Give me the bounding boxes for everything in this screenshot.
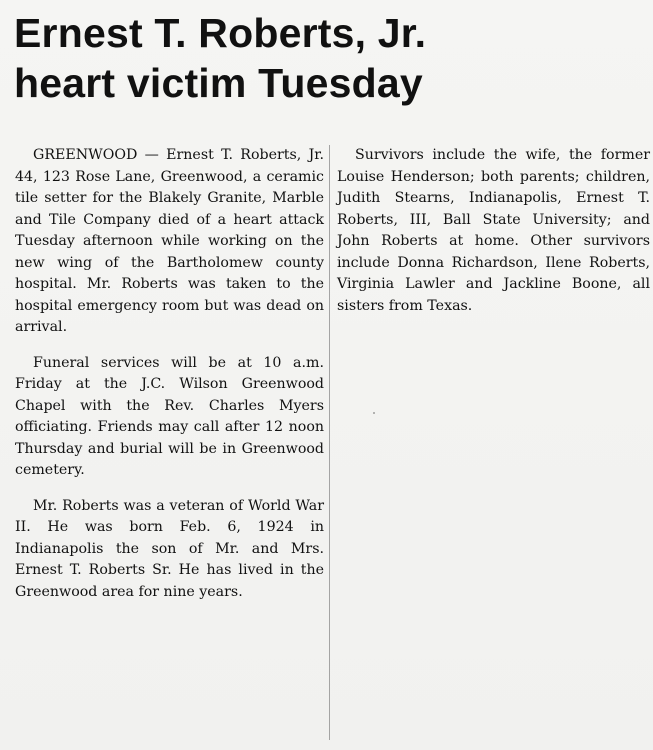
headline-line-2: heart victim Tuesday xyxy=(14,60,423,106)
article-paragraph-survivors: Survivors include the wife, the former Louise Henderson; both parents; children, Judith Stearns, Indianapolis, Ernest T. Roberts, III, Ball State University; and John Roberts at home. Other survivors include Donna Richardson, Ilene Roberts, Virginia Lawler and Jackline Boone, all sisters from Texas. xyxy=(337,147,650,314)
column-divider xyxy=(329,145,330,740)
article-paragraph-biography: Mr. Roberts was a veteran of World War II. He was born Feb. 6, 1924 in Indianapolis the son of Mr. and Mrs. Ernest T. Roberts Sr. He has lived in the Greenwood area for nine years. xyxy=(15,497,324,600)
headline-line-1: Ernest T. Roberts, Jr. xyxy=(14,10,427,56)
left-column xyxy=(15,145,324,603)
article-paragraph-intro: GREENWOOD — Ernest T. Roberts, Jr. 44, 123 Rose Lane, Greenwood, a ceramic tile setter for the Blakely Granite, Marble and Tile Company died of a heart attack Tuesday afternoon while working on the new wing of the Bartholomew county hospital. Mr. Roberts was taken to the hospital emergency room but was dead on arrival. xyxy=(15,147,324,335)
headline xyxy=(14,8,634,108)
print-speck xyxy=(373,412,375,414)
article-paragraph-funeral: Funeral services will be at 10 a.m. Friday at the J.C. Wilson Greenwood Chapel with the Rev. Charles Myers officiating. Friends may call after 12 noon Thursday and burial will be in Greenwood cemetery. xyxy=(15,354,324,478)
right-column xyxy=(337,145,650,317)
